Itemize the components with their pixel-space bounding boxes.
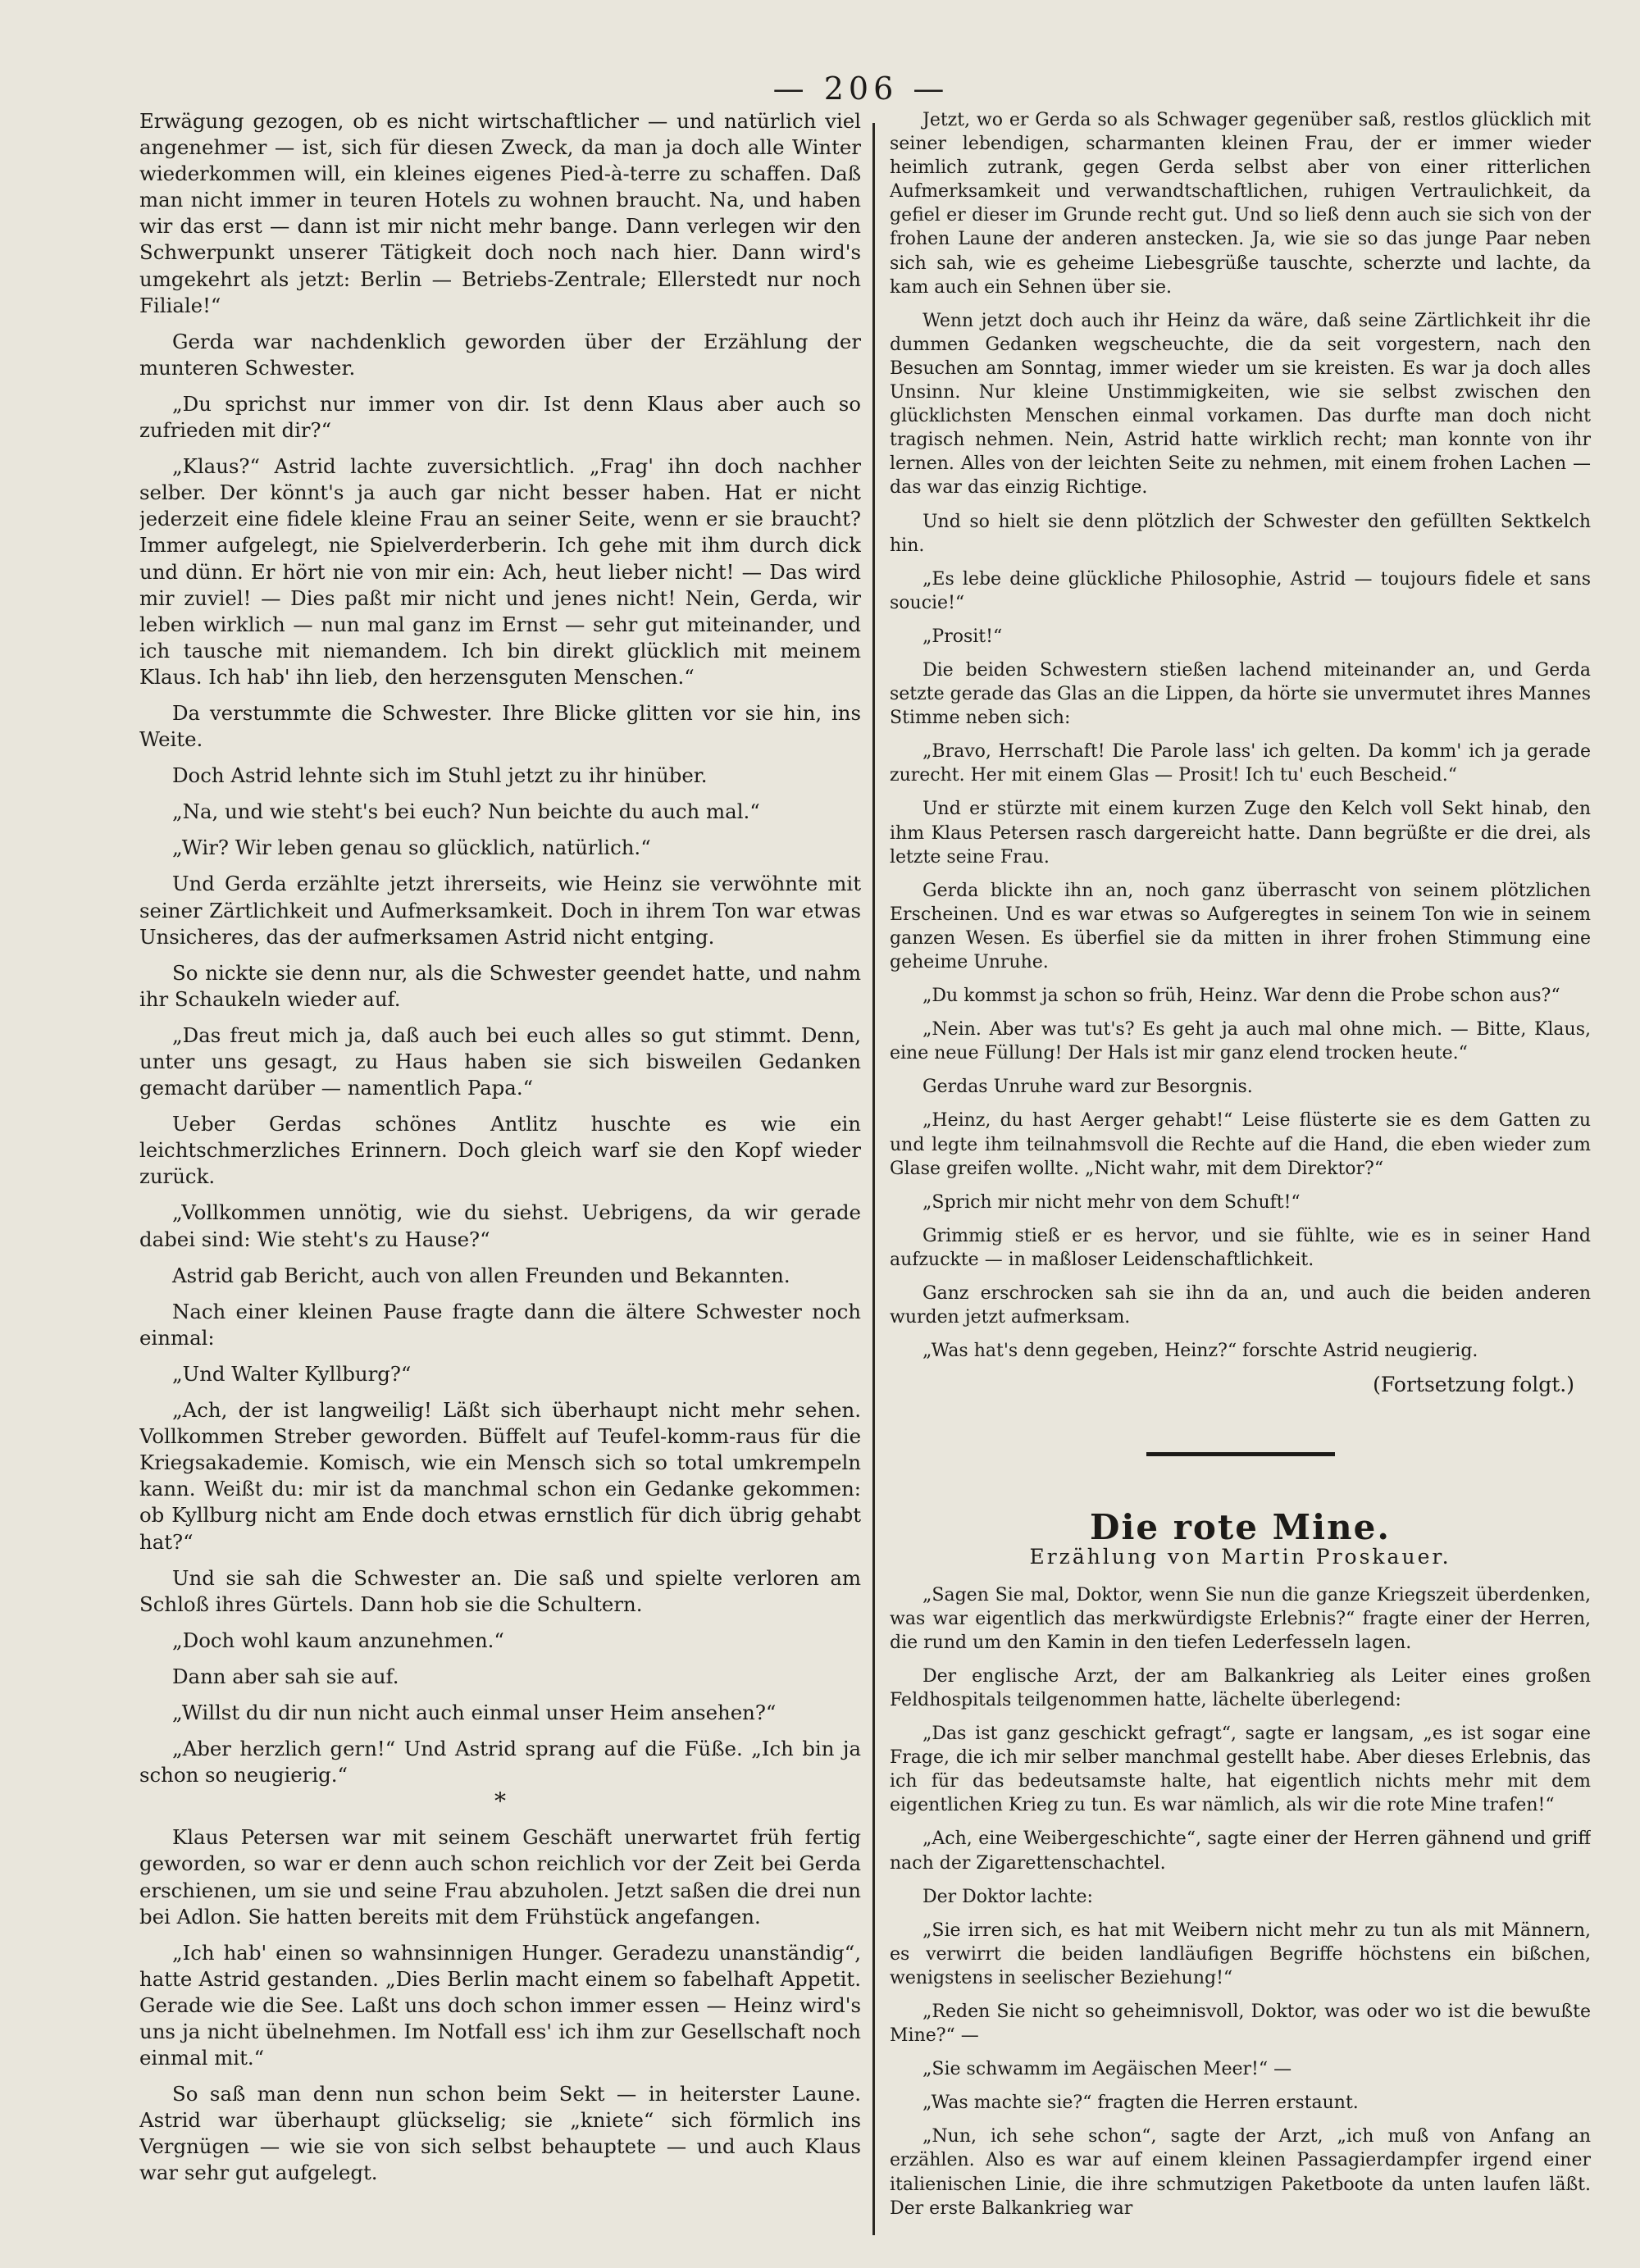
paragraph: So nickte sie denn nur, als die Schwester geendet hatte, und nahm ihr Schaukeln wieder auf. [139,960,861,1011]
column-rule [872,123,875,2235]
story-body [890,1583,1591,2220]
paragraph: „Sie irren sich, es hat mit Weibern nicht mehr zu tun als mit Männern, es verwirrt die beiden landläufigen Begriffe höchstens ein bißchen, wenigstens in seelischer Beziehung!“ [890,1920,1591,1988]
paragraph: „Klaus?“ Astrid lachte zuversichtlich. „Frag' ihn doch nachher selber. Der könnt's ja auch gar nicht besser haben. Hat er nicht jederzeit eine fidele kleine Frau an seiner Seite, wenn er sie braucht? Immer aufgelegt, nie Spielverderberin. Ich gehe mit ihm durch dick und dünn. Er hört nie von mir ein: Ach, heut lieber nicht! — Das wird mir zuviel! — Dies paßt mir nicht und jenes nicht! Nein, Gerda, wir leben wirklich — nun mal ganz im Ernst — sehr gut miteinander, und ich tausche mit niemandem. Ich bin direkt glücklich mit meinem Klaus. Ich hab' ihn lieb, den herzensguten Menschen.“ [139,454,861,689]
paragraph: Wenn jetzt doch auch ihr Heinz da wäre, daß seine Zärtlichkeit ihr die dummen Gedanken wegscheuchte, die da seit vorgestern, nach den Besuchen am Sonntag, immer wieder um sie kreisten. Es war ja doch alles Unsinn. Nur kleine Unstimmigkeiten, wie sie selbst zwischen den glücklichsten Menschen einmal vorkamen. Das durfte man doch nicht tragisch nehmen. Nein, Astrid hatte wirklich recht; man konnte von ihr lernen. Alles von der leichten Seite zu nehmen, mit einem frohen Lachen — das war das einzig Richtige. [890,310,1591,499]
paragraph: Jetzt, wo er Gerda so als Schwager gegenüber saß, restlos glücklich mit seiner lebendigen, scharmanten kleinen Frau, der er immer wieder heimlich zutrank, gegen Gerda selbst aber von einer ritterlichen Aufmerksamkeit und verwandtschaftlichen, ruhigen Vertraulichkeit, da gefiel er dieser im Grunde recht gut. Und so ließ denn auch sie sich von der frohen Laune der anderen anstecken. Ja, wie sie so das junge Paar neben sich sah, wie es geheime Liebesgrüße tauschte, scherzte und lachte, da kam auch ein Sehnen über sie. [890,110,1591,298]
paragraph: „Das freut mich ja, daß auch bei euch alles so gut stimmt. Denn, unter uns gesagt, zu Haus haben sie sich bisweilen Gedanken gemacht darüber — namentlich Papa.“ [139,1022,861,1100]
paragraph: Klaus Petersen war mit seinem Geschäft unerwartet früh fertig geworden, so war er denn auch schon reichlich vor der Zeit bei Gerda erschienen, um sie und seine Frau abzuholen. Jetzt saßen die drei nun bei Adlon. Sie hatten bereits mit dem Frühstück angefangen. [139,1825,861,1929]
continuation-note: (Fortsetzung folgt.) [1373,1373,1574,1397]
paragraph: „Doch wohl kaum anzunehmen.“ [172,1628,504,1652]
paragraph: „Sprich mir nicht mehr von dem Schuft!“ [922,1191,1301,1213]
paragraph: Astrid gab Bericht, auch von allen Freunden und Bekannten. [172,1263,790,1287]
paragraph: „Du sprichst nur immer von dir. Ist denn Klaus aber auch so zufrieden mit dir?“ [139,391,861,443]
paragraph: Und sie sah die Schwester an. Die saß und spielte verloren am Schloß ihres Gürtels. Dann hob sie die Schultern. [139,1565,861,1616]
paragraph: Ganz erschrocken sah sie ihn da an, und auch die beiden anderen wurden jetzt aufmerksam. [890,1283,1591,1328]
paragraph: Und er stürzte mit einem kurzen Zuge den Kelch voll Sekt hinab, den ihm Klaus Petersen rasch dargereicht hatte. Dann begrüßte er die drei, als letzte seine Frau. [890,799,1591,868]
paragraph: „Ach, der ist langweilig! Läßt sich überhaupt nicht mehr sehen. Vollkommen Streber geworden. Büffelt auf Teufel-komm-raus für die Kriegsakademie. Komisch, wie ein Mensch sich so total umkrempeln kann. Weißt du: mir ist da manchmal schon ein Gedanke gekommen: ob Kyllburg nicht am Ende doch etwas ernstlich für dich übrig gehabt hat?“ [139,1398,861,1554]
paragraph: „Nein. Aber was tut's? Es geht ja auch mal ohne mich. — Bitte, Klaus, eine neue Füllung! Der Hals ist mir ganz elend trocken heute.“ [890,1019,1591,1064]
paragraph: Dann aber sah sie auf. [172,1664,399,1688]
paragraph: „Was hat's denn gegeben, Heinz?“ forschte Astrid neugierig. [922,1341,1478,1362]
paragraph: „Ach, eine Weibergeschichte“, sagte einer der Herren gähnend und griff nach der Zigarettenschachtel. [890,1829,1591,1874]
paragraph: „Du kommst ja schon so früh, Heinz. War denn die Probe schon aus?“ [922,986,1560,1007]
paragraph: Grimmig stieß er es hervor, und sie fühlte, wie es in seiner Hand aufzuckte — in maßloser Leidenschaftlichkeit. [890,1225,1591,1270]
page-number: — 206 — [772,71,950,107]
paragraph: „Prosit!“ [922,626,1003,647]
paragraph: „Das ist ganz geschickt gefragt“, sagte er langsam, „es ist sogar eine Frage, die ich mir selber manchmal gestellt habe. Aber dieses Erlebnis, das ich für das bedeutsamste halte, hat eigentlich nichts mehr mit dem eigentlichen Krieg zu tun. Es war nämlich, als wir die rote Mine trafen!“ [890,1724,1591,1816]
paragraph: „Ich hab' einen so wahnsinnigen Hunger. Geradezu unanständig“, hatte Astrid gestanden. „Dies Berlin macht einem so fabelhaft Appetit. Gerade wie die See. Laßt uns doch schon immer essen — Heinz wird's uns ja nicht übelnehmen. Im Notfall ess' ich ihm zur Gesellschaft noch einmal mit.“ [139,1940,861,2070]
paragraph: „Aber herzlich gern!“ Und Astrid sprang auf die Füße. „Ich bin ja schon so neugierig.“ [139,1737,861,1788]
paragraph: Erwägung gezogen, ob es nicht wirtschaftlicher — und natürlich viel angenehmer — ist, sich für diesen Zweck, da man ja doch alle Winter wiederkommen will, ein kleines eigenes Pied-à-terre zu schaffen. Daß man nicht immer in teuren Hotels zu wohnen braucht. Na, und haben wir das erst — dann ist mir nicht mehr bange. Dann verlegen wir den Schwerpunkt unserer Tätigkeit doch noch nach hier. Dann wird's umgekehrt als jetzt: Berlin — Betriebs-Zentrale; Ellerstedt nur noch Filiale!“ [139,109,861,317]
paragraph: Nach einer kleinen Pause fragte dann die ältere Schwester noch einmal: [139,1299,861,1350]
paragraph: „Wir? Wir leben genau so glücklich, natürlich.“ [172,836,651,860]
paragraph: „Reden Sie nicht so geheimnisvoll, Doktor, was oder wo ist die bewußte Mine?“ — [890,2002,1591,2047]
paragraph: „Nun, ich sehe schon“, sagte der Arzt, „ich muß von Anfang an erzählen. Also es war auf einem kleinen Passagierdampfer irgend einer italienischen Linie, die ihre schmutzigen Paketboote da unten laufen läßt. Der erste Balkankrieg war [890,2126,1591,2219]
paragraph: Der Doktor lachte: [922,1886,1093,1907]
paragraph: So saß man denn nun schon beim Sekt — in heiterster Laune. Astrid war überhaupt glückselig; sie „kniete“ sich förmlich ins Vergnügen — wie sie von sich selbst behauptete — und auch Klaus war sehr gut aufgelegt. [139,2082,861,2185]
paragraph: Gerdas Unruhe ward zur Besorgnis. [922,1077,1253,1098]
left-column [139,108,861,2235]
paragraph: „Sagen Sie mal, Doktor, wenn Sie nun die ganze Kriegszeit überdenken, was war eigentlich das merkwürdigste Erlebnis?“ fragte einer der Herren, die rund um den Kamin in den tiefen Lederfesseln lagen. [890,1584,1591,1653]
novel-continuation [890,108,1591,1363]
paragraph: „Und Walter Kyllburg?“ [172,1361,412,1386]
paragraph: Gerda war nachdenklich geworden über der Erzählung der munteren Schwester. [139,329,861,380]
section-break: * [494,1788,506,1815]
paragraph: Doch Astrid lehnte sich im Stuhl jetzt zu ihr hinüber. [172,763,708,788]
paragraph: Gerda blickte ihn an, noch ganz überrascht von seinem plötzlichen Erscheinen. Und es war etwas so Aufgeregtes in seinem Ton wie in seinem ganzen Wesen. Es überfiel sie da mitten in ihrer frohen Stimmung eine geheime Unruhe. [890,880,1591,972]
section-divider [1146,1452,1335,1456]
paragraph: „Na, und wie steht's bei euch? Nun beichte du auch mal.“ [172,799,760,824]
paragraph: Und so hielt sie denn plötzlich der Schwester den gefüllten Sektkelch hin. [890,511,1591,556]
right-column [890,108,1591,2235]
paragraph: „Heinz, du hast Aerger gehabt!“ Leise flüsterte sie es dem Gatten zu und legte ihm teilnahmsvoll die Rechte auf die Hand, die eben wieder zum Glase greifen wollte. „Nicht wahr, mit dem Direktor?“ [890,1110,1591,1179]
story-title: Die rote Mine. [1090,1507,1391,1548]
paragraph: „Was machte sie?“ fragten die Herren erstaunt. [922,2093,1359,2114]
paragraph: Da verstummte die Schwester. Ihre Blicke glitten vor sie hin, ins Weite. [139,700,861,752]
paragraph: „Bravo, Herrschaft! Die Parole lass' ich gelten. Da komm' ich ja gerade zurecht. Her mit einem Glas — Prosit! Ich tu' euch Bescheid.“ [890,741,1591,786]
paragraph: „Willst du dir nun nicht auch einmal unser Heim ansehen?“ [172,1700,777,1724]
paragraph: „Vollkommen unnötig, wie du siehst. Uebrigens, da wir gerade dabei sind: Wie steht's zu Hause?“ [139,1200,861,1251]
paragraph: Die beiden Schwestern stießen lachend miteinander an, und Gerda setzte gerade das Glas an die Lippen, da hörte sie unvermutet ihres Mannes Stimme neben sich: [890,659,1591,729]
paragraph: „Es lebe deine glückliche Philosophie, Astrid — toujours fidele et sans soucie!“ [890,568,1591,613]
paragraph: „Sie schwamm im Aegäischen Meer!“ — [922,2059,1292,2080]
paragraph: Ueber Gerdas schönes Antlitz huschte es wie ein leichtschmerzliches Erinnern. Doch gleich warf sie den Kopf wieder zurück. [139,1112,861,1189]
story-byline: Erzählung von Martin Proskauer. [1029,1544,1451,1569]
paragraph: Der englische Arzt, der am Balkankrieg als Leiter eines großen Feldhospitals teilgenommen hatte, lächelte überlegend: [890,1665,1591,1710]
paragraph: Und Gerda erzählte jetzt ihrerseits, wie Heinz sie verwöhnte mit seiner Zärtlichkeit und Aufmerksamkeit. Doch in ihrem Ton war etwas Unsicheres, das der aufmerksamen Astrid nicht entging. [139,872,861,949]
